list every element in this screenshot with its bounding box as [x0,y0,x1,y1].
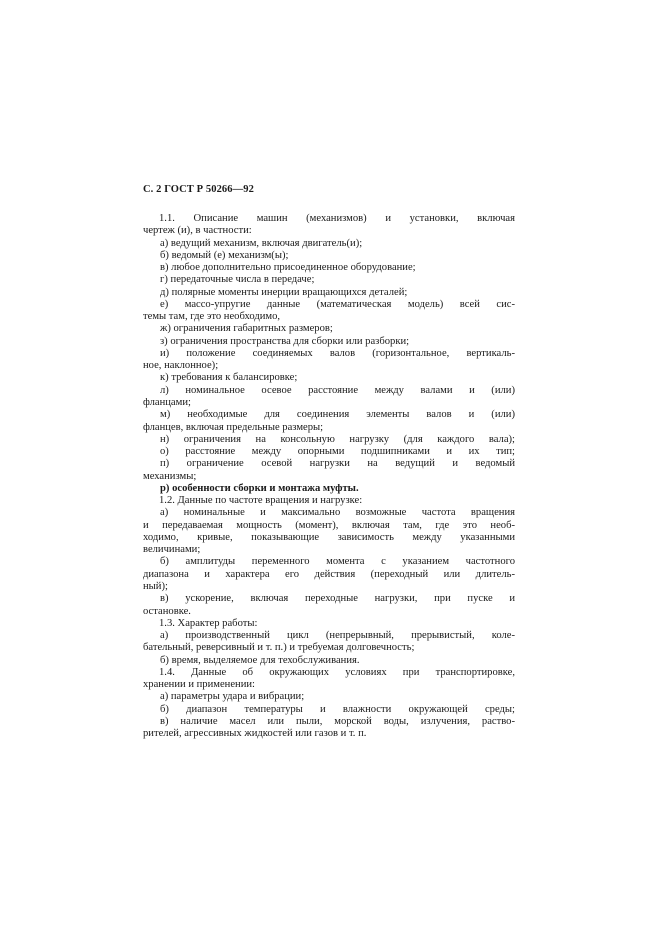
text-line: а) параметры удара и вибрации; [160,691,305,703]
text-line: м) необходимые для соединения элементы валов и (или) [160,409,515,421]
text-line: 1.1. Описание машин (механизмов) и установки, включая [159,213,515,224]
text-line: р) особенности сборки и монтажа муфты. [160,482,359,494]
text-line: а) номинальные и максимально возможные частота вращения [160,507,515,519]
text-line: ный); [143,580,168,592]
text-line: г) передаточные числа в передаче; [160,274,315,286]
text-line: величинами; [143,544,201,556]
text-line: б) диапазон температуры и влажности окружающей среды; [160,703,515,715]
page-header: С. 2 ГОСТ Р 50266—92 [143,184,254,195]
text-line: 1.2. Данные по частоте вращения и нагрузке: [159,495,363,507]
text-line: бательный, реверсивный и т. п.) и требуемая долговечность; [143,642,415,654]
text-line: н) ограничения на консольную нагрузку (для каждого вала); [160,433,515,445]
text-line: и) положение соединяемых валов (горизонтальное, вертикаль- [160,347,515,359]
text-line: ное, наклонное); [143,360,219,372]
text-line: в) ускорение, включая переходные нагрузки, при пуске и [160,593,515,605]
text-line: фланцев, включая предельные размеры; [143,421,324,433]
text-line: о) расстояние между опорными подшипниками и их тип; [160,446,515,458]
text-line: 1.3. Характер работы: [159,617,258,629]
text-line: е) массо-упругие данные (математическая модель) всей сис- [160,298,515,310]
text-line: а) ведущий механизм, включая двигатель(и); [160,237,363,249]
text-line: з) ограничения пространства для сборки или разборки; [160,335,410,347]
text-line: рителей, агрессивных жидкостей или газов и т. п. [143,728,367,740]
text-line: ходимо, кривые, показывающие зависимость между указанными [143,531,515,543]
text-line: диапазона и характера его действия (переходный или длитель- [143,568,515,580]
text-line: б) ведомый (е) механизм(ы); [160,249,289,261]
text-line: д) полярные моменты инерции вращающихся деталей; [160,286,408,298]
text-line: темы там, где это необходимо, [143,311,281,323]
text-line: остановке. [143,605,191,617]
text-line: а) производственный цикл (непрерывный, прерывистый, коле- [160,630,515,642]
text-line: хранении и применении: [143,679,256,691]
text-line: фланцами; [143,396,191,408]
text-line: и передаваемая мощность (момент), включая там, где это необ- [143,519,515,531]
text-line: к) требования к балансировке; [160,372,298,384]
text-line: в) любое дополнительно присоединенное оборудование; [160,262,416,274]
text-line: б) время, выделяемое для техобслуживания. [160,654,360,666]
text-line: механизмы; [143,470,197,482]
text-line: л) номинальное осевое расстояние между валами и (или) [160,384,515,396]
text-line: в) наличие масел или пыли, морской воды, излучения, раство- [160,715,515,727]
text-line: 1.4. Данные об окружающих условиях при транспортировке, [159,666,515,678]
text-line: ж) ограничения габаритных размеров; [160,323,333,335]
document-body [143,213,515,740]
text-line: б) амплитуды переменного момента с указанием частотного [160,556,515,568]
text-line: чертеж (и), в частности: [143,225,252,237]
text-line: п) ограничение осевой нагрузки на ведущий и ведомый [160,458,515,470]
